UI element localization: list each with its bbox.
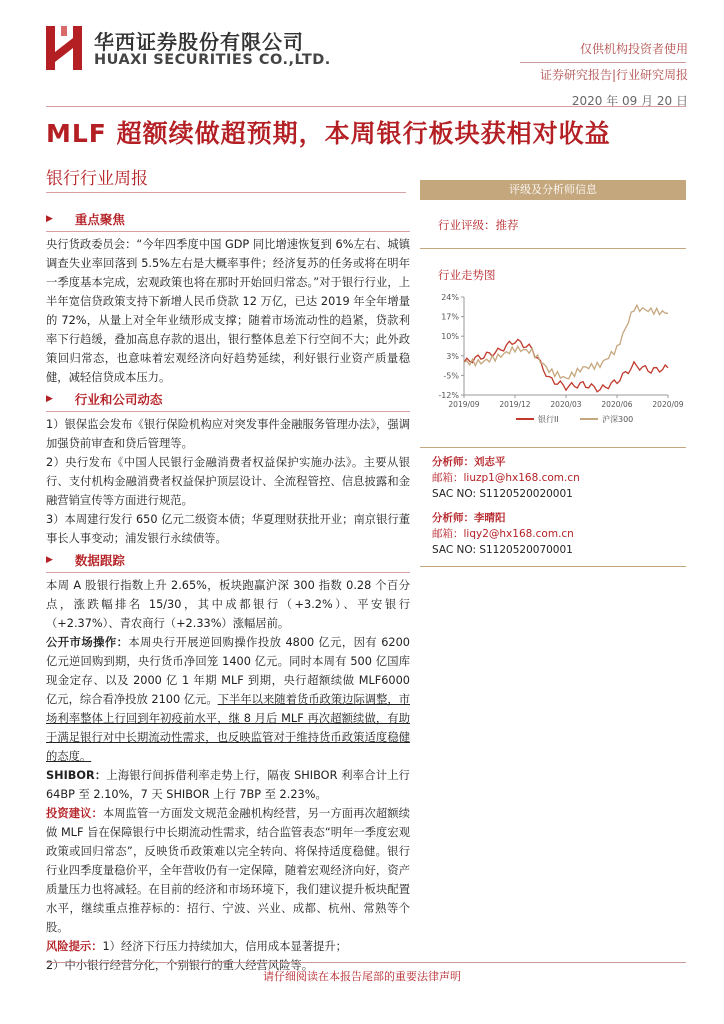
y-tick-label: -5%	[443, 371, 459, 381]
data-paragraph: 本周 A 股银行指数上升 2.65%，板块跑赢沪深 300 指数 0.28 个百分点，涨跌幅排名 15/30，其中成都银行（+3.2%）、平安银行（+2.37%）、青农商行（+2.33%）涨幅居前。	[46, 579, 410, 630]
x-tick-label: 2020/03	[550, 400, 582, 409]
industry-item-1: 1）银保监会发布《银行保险机构应对突发事件金融服务管理办法》，强调加强贷前审查和贷后管理等。	[46, 418, 410, 450]
series-line-bank	[464, 339, 668, 391]
report-subtitle: 银行行业周报	[46, 169, 148, 189]
section-rule	[46, 411, 410, 412]
company-name-en: HUAXI SECURITIES CO.,LTD.	[94, 52, 331, 68]
industry-rating: 行业评级：推荐	[420, 200, 686, 249]
section-rule	[46, 572, 410, 573]
section-heading-data: ▶ 数据跟踪	[46, 553, 125, 568]
bullet-triangle-icon: ▶	[46, 555, 53, 565]
omo-paragraph	[46, 633, 410, 766]
investor-only-note: 仅供机构投资者使用	[579, 42, 688, 56]
y-tick-label: -12%	[438, 391, 459, 400]
section-heading-focus: ▶ 重点聚焦	[46, 212, 125, 227]
bullet-triangle-icon: ▶	[46, 394, 53, 404]
risk-lead: 风险提示：	[46, 940, 103, 953]
analyst-2	[420, 510, 686, 558]
omo-underline-text: 下半年以来随着货币政策边际调整，市场利率整体上行回到年初疫前水平，继 8 月后 MLF 再次超额续做，有助于满足银行对中长期流动性需求，也反映监管对于维持货币政策适度稳健的态度。	[46, 693, 410, 763]
chart-title: 行业走势图	[438, 268, 496, 282]
main-content	[46, 208, 410, 975]
title-divider	[46, 106, 686, 107]
analyst-2-email[interactable]: 邮箱：liqy2@hx168.com.cn	[432, 528, 574, 540]
section-heading-industry: ▶ 行业和公司动态	[46, 392, 163, 407]
shibor-paragraph	[46, 766, 410, 804]
focus-paragraph: 央行货政委员会：“今年四季度中国 GDP 同比增速恢复到 6%左右、城镇调查失业率回落到 5.5%左右是大概率事件；经济复苏的任务或将在明年一季度基本完成，宏观政策也将在那时开始回归常态。”对于银行行业，上半年宽信贷政策支持下新增人民币贷款 12 万亿，已达 2019 年全年增量的 72%，从量上对全年业绩形成支撑；随着市场流动性的趋紧，贷款利率下行趋缓，叠加高息存款的退出，银行整体息差下行空间不大；此外政策回归常态，也意味着宏观经济向好趋势延续，利好银行业资产质量稳健，减轻信贷成本压力。	[46, 238, 410, 384]
industry-item-3: 3）本周建行发行 650 亿元二级资本债；华夏理财获批开业；南京银行董事长人事变动；浦发银行永续债等。	[46, 513, 410, 545]
omo-text: 本周央行开展逆回购操作投放 4800 亿元，因有 6200 亿元逆回购到期，央行货币净回笼 1400 亿元。同时本周有 500 亿国库现金定存、以及 2000 亿 1 年期 MLF 到期，央行超额续做 MLF6000 亿元，综合看净投放 2100 亿元。	[46, 636, 410, 706]
risk-paragraph	[46, 937, 410, 956]
omo-lead: 公开市场操作：	[46, 636, 129, 649]
advice-paragraph	[46, 804, 410, 937]
industry-item-2: 2）央行发布《中国人民银行金融消费者权益保护实施办法》。主要从银行、支付机构金融消费者权益保护顶层设计、全流程管控、信息披露和金融营销宣传等方面进行规范。	[46, 456, 410, 507]
x-tick-label: 2019/09	[448, 400, 480, 409]
industry-trend-chart	[420, 289, 686, 439]
risk-paragraph-2: 2）中小银行经营分化，个别银行的重大经营风险等。	[46, 959, 314, 972]
y-tick-label: 24%	[441, 293, 459, 302]
y-tick-label: 17%	[441, 312, 459, 322]
x-tick-label: 2020/06	[601, 400, 633, 409]
analyst-2-name: 分析师：李晴阳	[432, 512, 506, 524]
report-title: MLF 超额续做超预期，本周银行板块获相对收益	[46, 119, 611, 148]
sidebar-header: 评级及分析师信息	[420, 180, 686, 200]
y-tick-label: 3%	[446, 351, 459, 361]
advice-text: 本周监管一方面发文规范金融机构经营，另一方面再次超额续做 MLF 旨在保障银行中长期流动性需求，结合监管表态“明年一季度宏观政策或回归常态”，反映货币政策难以完全转向、将保持适度稳健。银行行业四季度量稳价平，全年营收仍有一定保障，随着宏观经济向好，资产质量压力也将减轻。在目前的经济和市场环境下，我们建议提升板块配置水平，继续重点推荐标的：招行、宁波、兴业、成都、杭州、常熟等个股。	[46, 807, 410, 934]
sidebar-rule	[420, 566, 686, 567]
report-type: 证券研究报告|行业研究周报	[539, 68, 688, 82]
legal-notice: 请仔细阅读在本报告尾部的重要法律声明	[263, 970, 461, 983]
subtitle-divider	[46, 192, 406, 193]
huaxi-logo-icon	[46, 26, 82, 70]
shibor-text: 上海银行间拆借利率走势上行，隔夜 SHIBOR 利率合计上行 64BP 至 2.10%，7 天 SHIBOR 上行 7BP 至 2.23%。	[46, 769, 410, 801]
sidebar	[420, 180, 686, 567]
report-date: 2020 年 09 月 20 日	[571, 94, 688, 108]
shibor-lead: SHIBOR：	[46, 769, 107, 782]
analyst-1-sac: SAC NO: S1120520020001	[432, 488, 573, 500]
legend-label: 沪深300	[602, 415, 634, 424]
section-rule	[46, 231, 410, 232]
analyst-2-sac: SAC NO: S1120520070001	[432, 544, 573, 556]
analyst-1	[420, 454, 686, 502]
analyst-1-name: 分析师：刘志平	[432, 456, 506, 468]
sidebar-rule	[420, 447, 686, 448]
x-tick-label: 2019/12	[499, 400, 531, 409]
company-name-cn: 华西证券股份有限公司	[94, 30, 304, 54]
risk-text-1: 1）经济下行压力持续加大，信用成本显著提升；	[102, 940, 347, 953]
x-tick-label: 2020/09	[652, 400, 684, 409]
advice-lead: 投资建议：	[46, 807, 103, 820]
analyst-1-email[interactable]: 邮箱：liuzp1@hx168.com.cn	[432, 472, 580, 484]
bullet-triangle-icon: ▶	[46, 214, 53, 224]
y-tick-label: 10%	[441, 332, 459, 342]
legend-label: 银行II	[538, 415, 559, 424]
header-divider	[520, 62, 686, 63]
footer-divider	[46, 962, 686, 963]
